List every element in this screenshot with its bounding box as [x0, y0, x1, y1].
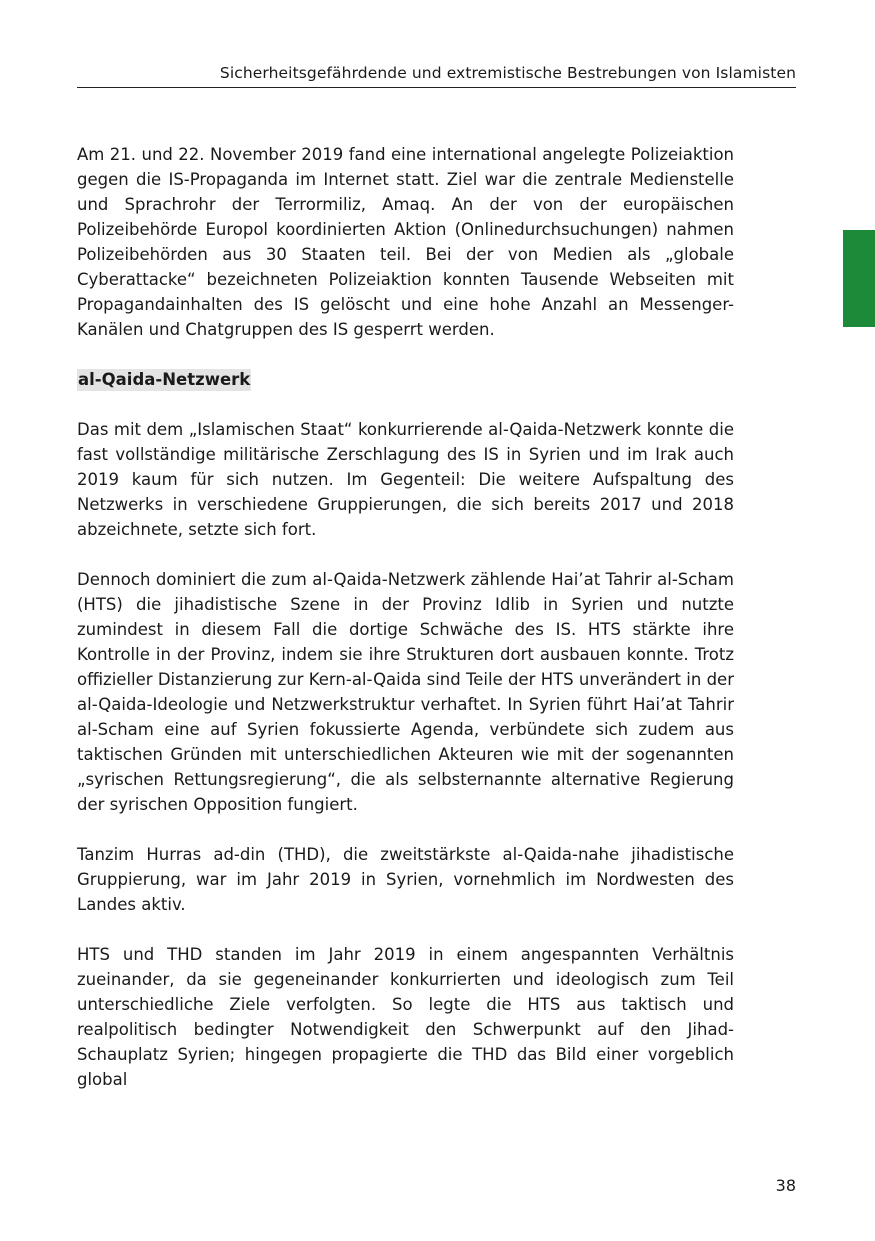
page-number: 38 [775, 1176, 796, 1195]
paragraph-hts: Dennoch dominiert die zum al-Qaida-Netzwerk zählende Hai’at Tahrir al-Scham (HTS) die jihadistische Szene in der Provinz Idlib in Syrien und nutzte zumindest in diesem Fall die dortige Schwäche des IS. HTS stärkte ihre Kontrolle in der Provinz, indem sie ihre Strukturen dort ausbauen konnte. Trotz offizieller Distanzierung zur Kern-al-Qaida sind Teile der HTS unverändert in der al-Qaida-Ideologie und Netzwerkstruktur verhaftet. In Syrien führt Hai’at Tahrir al-Scham eine auf Syrien fokussierte Agenda, verbündete sich zudem aus taktischen Gründen mit unterschiedlichen Akteuren wie mit der sogenannten „syrischen Rettungsregierung“, die als selbsternannte alternative Regierung der syrischen Opposition fungiert. [77, 570, 734, 814]
chapter-tab-marker [843, 230, 875, 327]
section-heading-text: al-Qaida-Netzwerk [78, 370, 251, 389]
paragraph-hts-thd-relation: HTS und THD standen im Jahr 2019 in einem angespannten Verhältnis zueinander, da sie gegeneinander konkurrierten und ideologisch zum Teil unterschiedliche Ziele verfolgten. So legte die HTS aus taktisch und realpolitisch bedingter Notwendigkeit den Schwerpunkt auf den Jihad-Schauplatz Syrien; hingegen propagierte die THD das Bild einer vorgeblich global [77, 945, 734, 1089]
running-header [77, 62, 796, 88]
paragraph-thd: Tanzim Hurras ad-din (THD), die zweitstärkste al-Qaida-nahe jihadistische Gruppierung, war im Jahr 2019 in Syrien, vornehmlich im Nordwesten des Landes aktiv. [77, 845, 734, 914]
main-content [77, 142, 734, 1092]
paragraph-europol-action: Am 21. und 22. November 2019 fand eine international angelegte Polizeiaktion gegen die IS-Propaganda im Internet statt. Ziel war die zentrale Medienstelle und Sprachrohr der Terrormiliz, Amaq. An der von der europäischen Polizeibehörde Europol koordinierten Aktion (Onlinedurchsuchungen) nahmen Polizeibehörden aus 30 Staaten teil. Bei der von Medien als „globale Cyberattacke“ bezeichneten Polizeiaktion konnten Tausende Webseiten mit Propagandainhalten des IS gelöscht und eine hohe Anzahl an Messenger-Kanälen und Chatgruppen des IS gesperrt werden. [77, 145, 734, 339]
paragraph-alqaida-network: Das mit dem „Islamischen Staat“ konkurrierende al-Qaida-Netzwerk konnte die fast vollständige militärische Zerschlagung des IS in Syrien und im Irak auch 2019 kaum für sich nutzen. Im Gegenteil: Die weitere Aufspaltung des Netzwerks in verschiedene Gruppierungen, die sich bereits 2017 und 2018 abzeichnete, setzte sich fort. [77, 420, 734, 539]
header-title: Sicherheitsgefährdende und extremistische Bestrebungen von Islamisten [219, 64, 796, 82]
section-heading [77, 367, 734, 392]
